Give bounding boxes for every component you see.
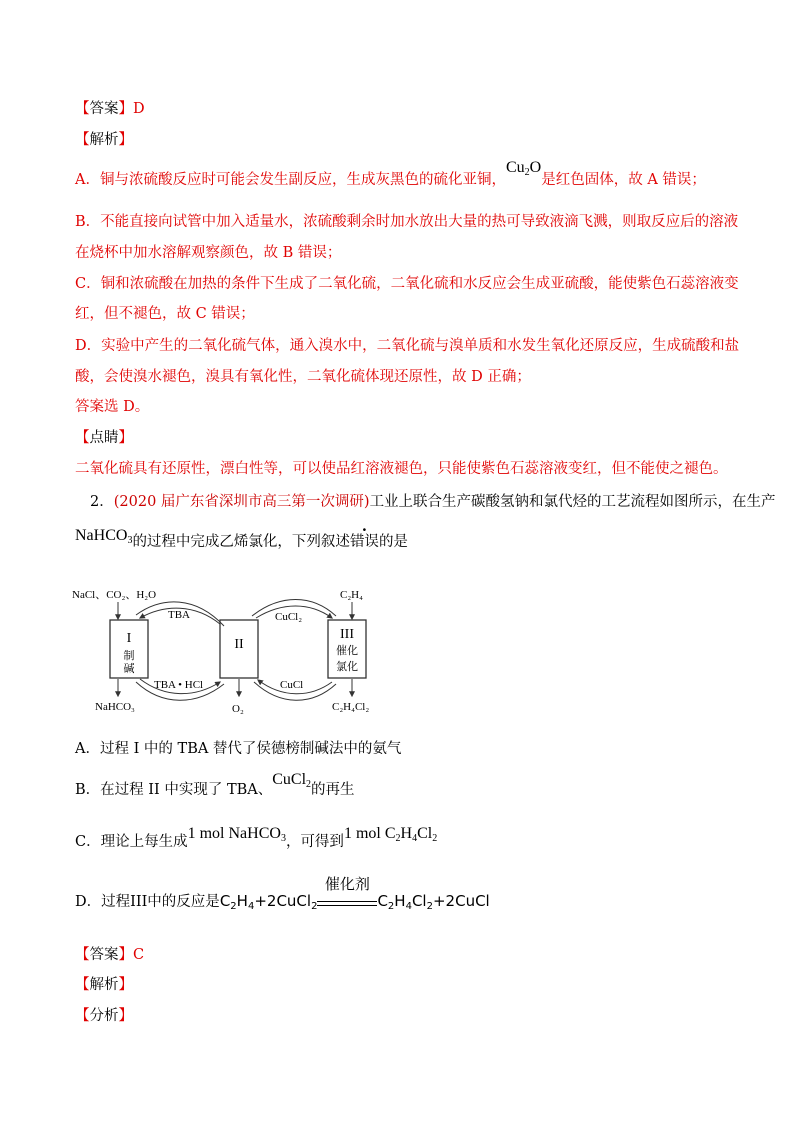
output-3: C₂H₄Cl₂ <box>332 701 370 713</box>
condition-catalyst: 催化剂 <box>317 897 377 906</box>
point-label: 点睛 <box>89 430 119 446</box>
bracket-open: 【 <box>75 101 90 117</box>
explanation-c-line2: 红，但不褪色，故 C 错误； <box>75 306 255 322</box>
choice-d[interactable]: D．过程III中的反应是$C_2H_4+2CuCl_2$ 催化剂 $C_2H_4Cl_2+2CuCl$ <box>75 875 490 912</box>
svg-text:制: 制 <box>123 650 135 662</box>
question-2-line1 <box>90 490 776 511</box>
choice-b[interactable]: B．在过程 II 中实现了 TBA、CuCl$_2$的再生 <box>75 771 355 798</box>
arrow-label-cucl2: CuCl₂ <box>275 611 303 623</box>
answer2-label: 答案 <box>89 947 119 963</box>
nahco3-formula: NaHCO$_3$ <box>75 527 133 546</box>
process-flow-diagram <box>70 582 410 722</box>
cu2o-formula: $Cu_2O$ <box>505 159 542 178</box>
explanation-d-line2: 酸，会使溴水褪色，溴具有氧化性，二氧化硫体现还原性，故 D 正确； <box>75 369 531 385</box>
box2-label: II <box>234 637 244 652</box>
point-text: 二氧化硫具有还原性，漂白性等，可以使品红溶液褪色，只能使紫色石蕊溶液变红，但不能使之褪色。 <box>75 461 728 477</box>
explanation-d-line1: D．实验中产生的二氧化硫气体，通入溴水中，二氧化硫与溴单质和水发生氧化还原反应，生成硫酸和盐 <box>75 338 740 354</box>
answer2-value: C <box>133 947 145 963</box>
arrow-label-tba: TBA <box>168 609 190 621</box>
question-2-line2 <box>75 527 408 552</box>
input-3: C₂H₄ <box>340 589 363 601</box>
answer-line-2: 【答案】C <box>75 947 145 963</box>
question-number: 2． <box>90 494 114 510</box>
c2h4cl2-amount: 1 mol $C_2H_4Cl_2$ <box>343 825 438 844</box>
svg-text:碱: 碱 <box>123 663 135 675</box>
input-1: NaCl、CO₂、H₂O <box>72 589 157 601</box>
choice-c[interactable]: C．理论上每生成1 mol NaHCO$_3$，可得到1 mol $C_2H_4Cl_2$ <box>75 825 438 850</box>
box1-label: I <box>126 631 132 646</box>
emphasis-wrong: 错误 <box>349 534 379 550</box>
final-answer: 答案选 D。 <box>75 399 150 415</box>
answer-line-1 <box>75 97 145 118</box>
arrow-label-tba-hcl: TBA • HCl <box>154 679 204 691</box>
analysis-heading-2: 【解析】 <box>75 977 133 993</box>
question-text: 工业上联合生产碳酸氢钠和氯代烃的工艺流程如图所示，在生产 <box>369 494 776 510</box>
explanation-a-text: A．铜与浓硫酸反应时可能会发生副反应，生成灰黑色的硫化亚铜， <box>75 172 506 188</box>
question-text-3: 的是 <box>378 534 408 550</box>
output-2: O₂ <box>232 703 244 715</box>
svg-text:氯化: 氯化 <box>336 661 358 673</box>
answer-value: D <box>133 101 145 117</box>
choice-a[interactable]: A．过程 I 中的 TBA 替代了侯德榜制碱法中的氨气 <box>75 741 402 757</box>
question-text-2: 的过程中完成乙烯氯化，下列叙述 <box>132 534 350 550</box>
analysis-heading-1: 【解析】 <box>75 132 133 148</box>
analysis-label: 解析 <box>89 132 119 148</box>
explanation-b-line1: B．不能直接向试管中加入适量水，浓硫酸剩余时加水放出大量的热可导致液滴飞溅，则取反应后的溶液 <box>75 214 739 230</box>
question-source: (2020 届广东省深圳市高三第一次调研) <box>113 494 370 510</box>
reaction-equation: $C_2H_4+2CuCl_2$ 催化剂 $C_2H_4Cl_2+2CuCl$ <box>219 875 490 912</box>
box3-label: III <box>340 627 354 642</box>
answer-label: 答案 <box>89 101 119 117</box>
analysis-heading-3: 【分析】 <box>75 1008 133 1024</box>
arrow-label-cucl: CuCl <box>280 679 304 691</box>
svg-text:催化: 催化 <box>336 645 358 657</box>
nahco3-amount: 1 mol NaHCO$_3$ <box>187 825 286 844</box>
output-1: NaHCO₃ <box>95 701 135 713</box>
explanation-b-line2: 在烧杯中加水溶解观察颜色，故 B 错误； <box>75 245 342 261</box>
explanation-a-tail: 是红色固体，故 A 错误； <box>541 172 706 188</box>
explanation-a <box>75 159 706 190</box>
explanation-c-line1: C．铜和浓硫酸在加热的条件下生成了二氧化硫，二氧化硫和水反应会生成亚硫酸，能使紫色石蕊溶液变 <box>75 276 739 292</box>
point-heading: 【点睛】 <box>75 430 133 446</box>
bracket-close: 】 <box>118 101 133 117</box>
cucl2-formula: CuCl$_2$ <box>272 771 312 790</box>
